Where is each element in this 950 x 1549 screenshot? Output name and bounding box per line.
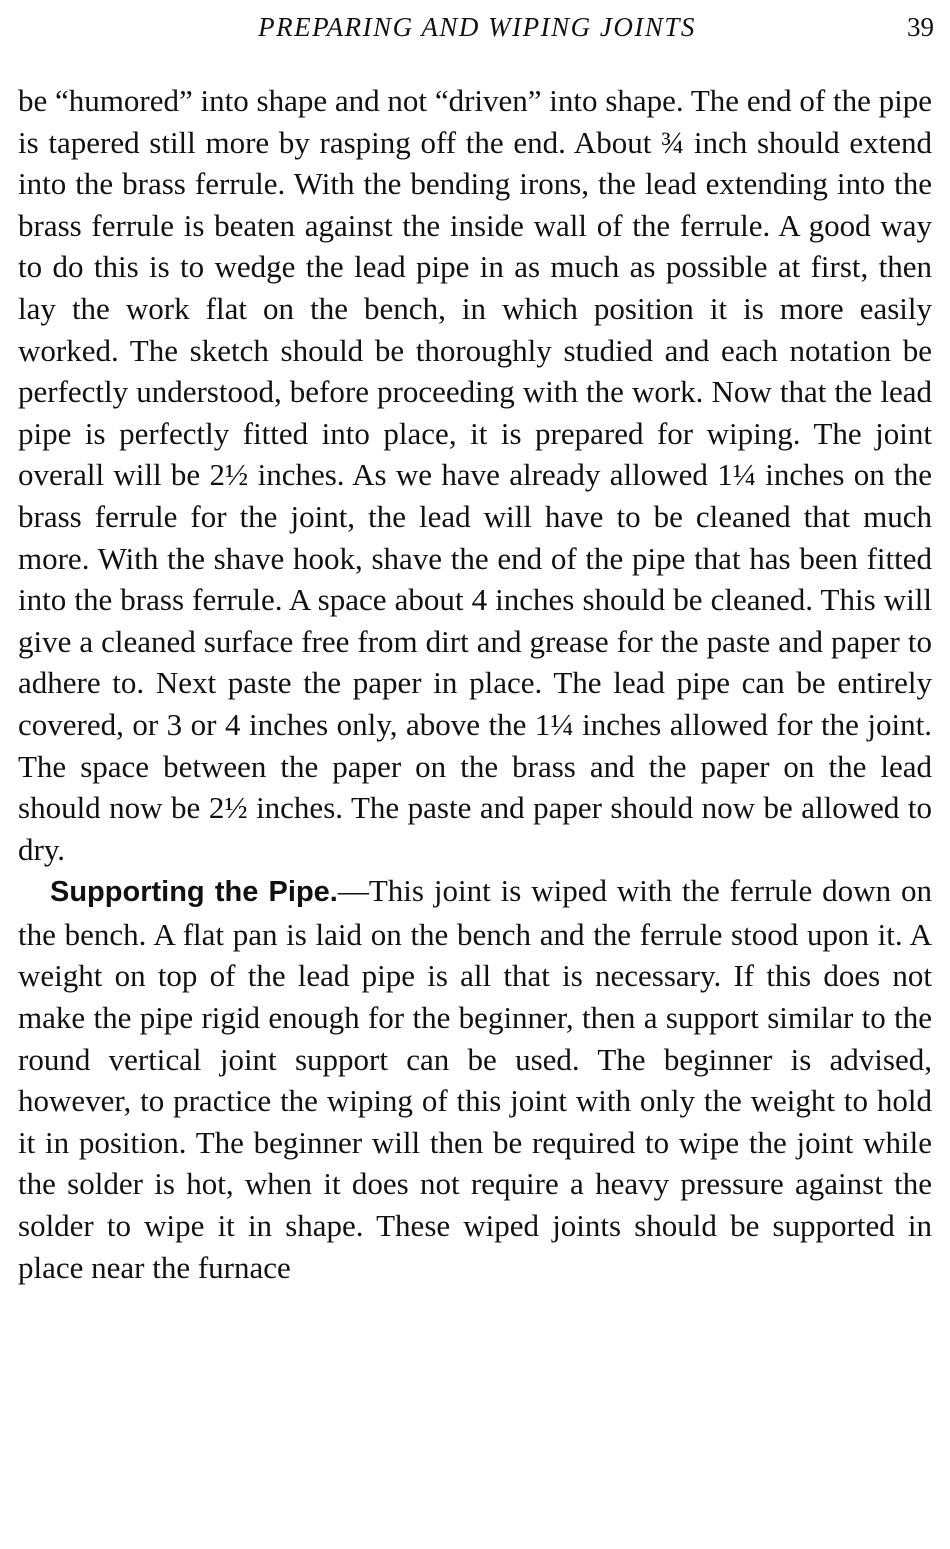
body-text xyxy=(18,80,932,1288)
running-title: PREPARING AND WIPING JOINTS xyxy=(258,12,696,42)
section-heading: Supporting the Pipe. xyxy=(50,876,338,909)
page-number: 39 xyxy=(907,12,934,42)
paragraph-supporting-the-pipe xyxy=(18,870,932,1288)
paragraph-text: —This joint is wiped with the ferrule down on the bench. A flat pan is laid on the bench and the ferrule stood upon it. A weight on top of the lead pipe is all that is necessary. If this does not make the pipe rigid enough for the beginner, then a support similar to the round vertical joint support can be used. The beginner is advised, however, to practice the wiping of this joint with only the weight to hold it in position. The beginner will then be required to wipe the joint while the solder is hot, when it does not require a heavy pressure against the solder to wipe it in shape. These wiped joints should be supported in place near the furnace xyxy=(18,873,932,1285)
paragraph-continuation xyxy=(18,80,932,870)
paragraph-text: be “humored” into shape and not “driven” into shape. The end of the pipe is tapered still more by rasping off the end. About ¾ inch should extend into the brass ferrule. With the bending irons, the lead extending into the brass ferrule is beaten against the inside wall of the ferrule. A good way to do this is to wedge the lead pipe in as much as possible at first, then lay the work flat on the bench, in which position it is more easily worked. The sketch should be thoroughly studied and each notation be perfectly understood, before proceeding with the work. Now that the lead pipe is perfectly fitted into place, it is prepared for wiping. The joint overall will be 2½ inches. As we have already allowed 1¼ inches on the brass ferrule for the joint, the lead will have to be cleaned that much more. With the shave hook, shave the end of the pipe that has been fitted into the brass ferrule. A space about 4 inches should be cleaned. This will give a cleaned surface free from dirt and grease for the paste and paper to adhere to. Next paste the paper in place. The lead pipe can be entirely covered, or 3 or 4 inches only, above the 1¼ inches allowed for the joint. The space between the paper on the brass and the paper on the lead should now be 2½ inches. The paste and paper should now be allowed to dry. xyxy=(18,83,932,867)
running-head xyxy=(20,10,934,44)
